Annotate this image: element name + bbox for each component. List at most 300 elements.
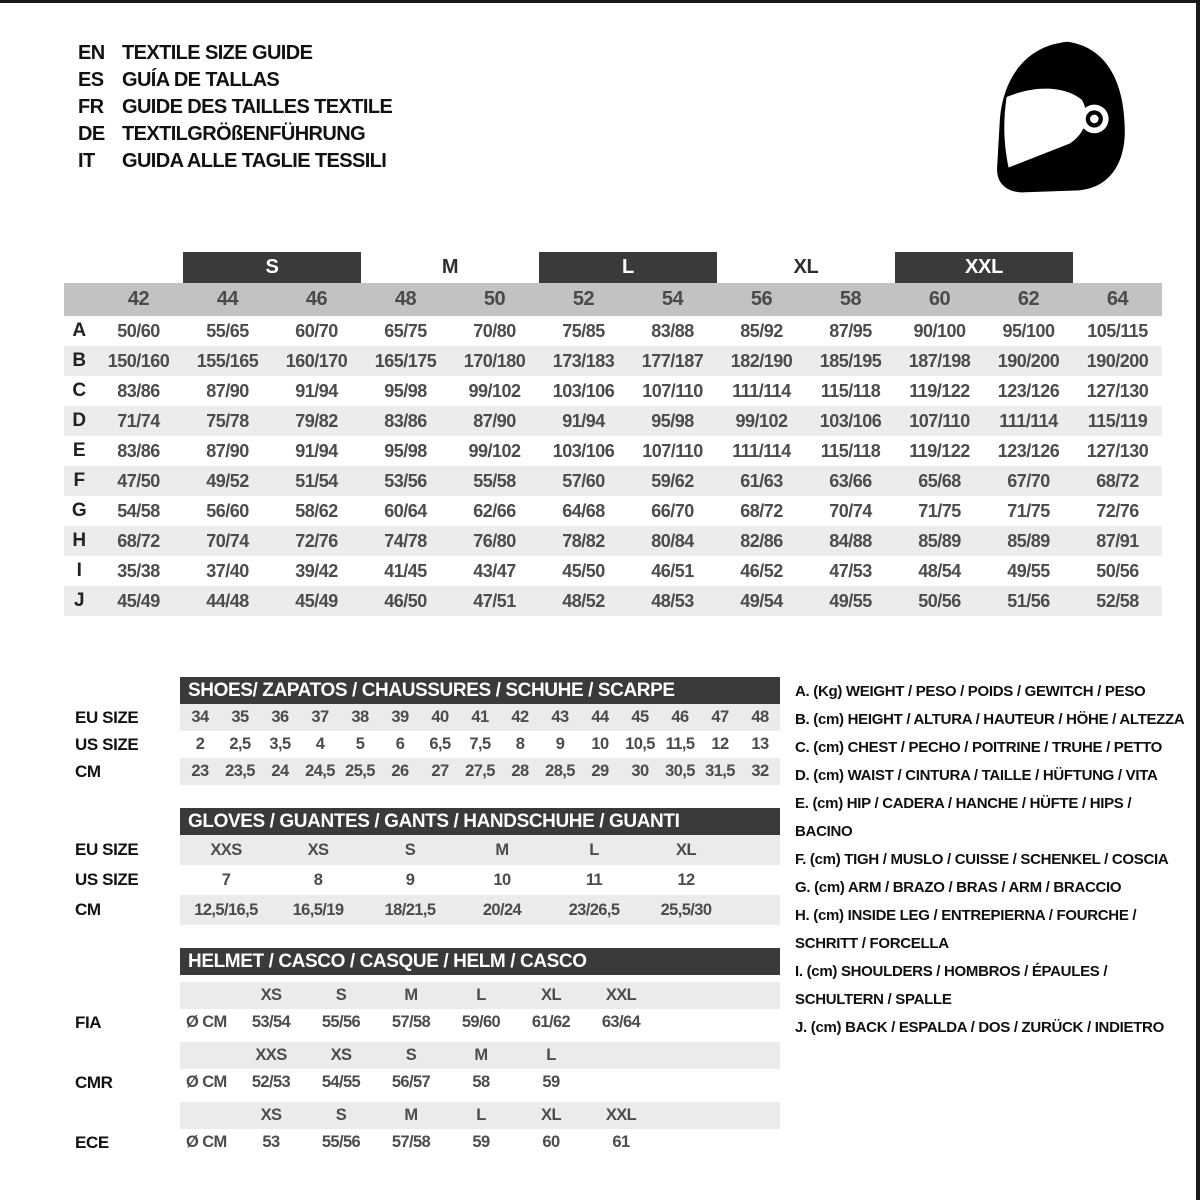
cell: 25,5/30 — [660, 900, 712, 919]
size-value: 47/50 — [117, 470, 160, 491]
language-header — [78, 40, 392, 175]
size-value: 103/106 — [552, 380, 615, 401]
size-value: 59/62 — [651, 470, 694, 491]
unit-cell: Ø CM — [186, 1133, 227, 1151]
cell: 9 — [555, 735, 565, 753]
measure-row-g — [64, 496, 1162, 526]
size-cell: L — [476, 986, 486, 1004]
values-row — [75, 1129, 780, 1156]
size-value: 95/98 — [384, 380, 427, 401]
cell: XS — [307, 840, 329, 859]
size-col-64: 64 — [1106, 288, 1129, 310]
size-value: 76/80 — [473, 530, 516, 551]
cell: S — [404, 840, 416, 859]
size-value: 111/114 — [732, 380, 791, 401]
size-group-s: S — [183, 252, 361, 283]
language-code: ES — [78, 69, 104, 91]
gloves-rows — [75, 835, 780, 925]
cell: 13 — [751, 735, 769, 753]
size-value: 67/70 — [1007, 470, 1050, 491]
size-value: 99/102 — [735, 410, 788, 431]
sizes-row — [75, 982, 780, 1009]
size-cell: XXL — [605, 1106, 637, 1124]
cell: 34 — [191, 708, 209, 726]
sizes-row — [75, 1042, 780, 1069]
row-values — [180, 704, 780, 731]
sizes — [180, 1102, 780, 1129]
size-value: 62/66 — [473, 500, 516, 521]
size-value: 127/130 — [1086, 380, 1149, 401]
cell: 2,5 — [229, 735, 251, 753]
unit-cell: Ø CM — [186, 1013, 227, 1031]
cell: 32 — [751, 762, 769, 780]
size-value: 87/95 — [829, 320, 872, 341]
language-code: EN — [78, 42, 105, 64]
cell: 16,5/19 — [292, 900, 344, 919]
value-cell: 60 — [542, 1133, 560, 1151]
language-row — [78, 121, 392, 148]
size-value: 60/70 — [295, 320, 338, 341]
gloves-rows-row — [75, 835, 780, 865]
language-code: IT — [78, 150, 95, 172]
size-value: 95/98 — [651, 410, 694, 431]
size-group-l: L — [539, 252, 717, 283]
row-label: EU SIZE — [75, 707, 139, 727]
row-values — [180, 758, 780, 785]
measurement-legend — [795, 678, 1190, 1042]
size-cell: M — [404, 1106, 418, 1124]
size-value: 37/40 — [206, 560, 249, 581]
cell: 4 — [315, 735, 325, 753]
gloves-section — [75, 808, 780, 925]
legend-item: J. (cm) BACK / ESPALDA / DOS / ZURÜCK / INDIETRO — [795, 1019, 1164, 1036]
values — [180, 1069, 780, 1096]
value-cell: 59 — [472, 1133, 490, 1151]
size-value: 80/84 — [651, 530, 694, 551]
size-value: 85/89 — [1007, 530, 1050, 551]
size-cell: XL — [541, 986, 561, 1004]
sizes — [180, 982, 780, 1009]
size-value: 95/98 — [384, 440, 427, 461]
size-value: 71/75 — [918, 500, 961, 521]
size-value: 70/74 — [829, 500, 872, 521]
value-cell: 52/53 — [251, 1073, 291, 1091]
cell: 30,5 — [665, 762, 695, 780]
unit-cell: Ø CM — [186, 1073, 227, 1091]
size-value: 185/195 — [819, 350, 882, 371]
size-value: 61/63 — [740, 470, 783, 491]
row-label: H — [72, 530, 86, 551]
size-value: 48/53 — [651, 590, 694, 611]
size-value: 70/80 — [473, 320, 516, 341]
cell: 43 — [551, 708, 569, 726]
language-label: GUIDA ALLE TAGLIE TESSILI — [122, 150, 387, 172]
value-cell: 57/58 — [391, 1013, 431, 1031]
row-label — [75, 982, 180, 1009]
helmet-block-fia — [75, 982, 780, 1036]
row-values — [180, 895, 780, 925]
size-value: 123/126 — [997, 440, 1060, 461]
size-value: 45/50 — [562, 560, 605, 581]
size-cell: S — [335, 1106, 347, 1124]
size-value: 190/200 — [1086, 350, 1149, 371]
cell: 38 — [351, 708, 369, 726]
row-label: G — [71, 500, 87, 521]
size-value: 103/106 — [819, 410, 882, 431]
spacer — [75, 677, 180, 704]
size-cell: L — [476, 1106, 486, 1124]
row-label: D — [72, 410, 86, 431]
size-value: 105/115 — [1087, 320, 1148, 341]
size-value: 64/68 — [562, 500, 605, 521]
size-value: 50/56 — [1096, 560, 1139, 581]
size-cell: XS — [260, 986, 282, 1004]
cell: 10,5 — [625, 735, 655, 753]
cell: 26 — [391, 762, 409, 780]
size-value: 44/48 — [206, 590, 249, 611]
cell: 40 — [431, 708, 449, 726]
value-cell: 61 — [612, 1133, 630, 1151]
cell: 30 — [631, 762, 649, 780]
row-values — [180, 731, 780, 758]
measure-row-h — [64, 526, 1162, 556]
language-label: TEXTILGRÖßENFÜHRUNG — [122, 123, 366, 145]
row-label: EU SIZE — [75, 840, 139, 859]
size-value: 49/54 — [740, 590, 783, 611]
value-cell: 56/57 — [391, 1073, 431, 1091]
size-cell: XXL — [605, 986, 637, 1004]
shoes-rows-row — [75, 731, 780, 758]
cell: 9 — [405, 870, 415, 889]
row-label — [75, 1102, 180, 1129]
language-row — [78, 67, 392, 94]
cell: 5 — [355, 735, 365, 753]
size-value: 49/55 — [1007, 560, 1050, 581]
cell: 45 — [631, 708, 649, 726]
size-value: 68/72 — [1096, 470, 1139, 491]
size-value: 55/65 — [206, 320, 249, 341]
cell: 24,5 — [305, 762, 335, 780]
size-cell: S — [405, 1046, 417, 1064]
cell: 47 — [711, 708, 729, 726]
legend-item: F. (cm) TIGH / MUSLO / CUISSE / SCHENKEL / COSCIA — [795, 851, 1169, 868]
size-value: 99/102 — [468, 380, 521, 401]
spacer — [75, 808, 180, 835]
size-value: 75/78 — [206, 410, 249, 431]
size-value: 63/66 — [829, 470, 872, 491]
size-value: 177/187 — [641, 350, 704, 371]
measure-row-d — [64, 406, 1162, 436]
size-col-44: 44 — [216, 288, 239, 310]
cell: 8 — [515, 735, 525, 753]
size-value: 43/47 — [473, 560, 516, 581]
size-value: 103/106 — [552, 440, 615, 461]
value-cell: 53/54 — [251, 1013, 291, 1031]
row-label: B — [72, 350, 86, 371]
cell: 46 — [671, 708, 689, 726]
cell: 10 — [493, 870, 511, 889]
legend-item: D. (cm) WAIST / CINTURA / TAILLE / HÜFTUNG / VITA — [795, 767, 1158, 784]
measure-row-b — [64, 346, 1162, 376]
measure-row-c — [64, 376, 1162, 406]
cell: 2 — [195, 735, 205, 753]
cell: 23,5 — [225, 762, 255, 780]
row-label: I — [76, 560, 82, 581]
size-cell: S — [335, 986, 347, 1004]
size-cell: XXS — [255, 1046, 287, 1064]
size-value: 107/110 — [909, 410, 970, 431]
size-value: 70/74 — [206, 530, 249, 551]
cell: 20/24 — [482, 900, 522, 919]
cell: 28 — [511, 762, 529, 780]
cell: 25,5 — [345, 762, 375, 780]
size-value: 87/90 — [206, 380, 249, 401]
measure-row-a — [64, 316, 1162, 346]
size-value: 115/118 — [820, 440, 881, 461]
size-value: 52/58 — [1096, 590, 1139, 611]
size-value: 51/54 — [295, 470, 338, 491]
size-col-62: 62 — [1017, 288, 1040, 310]
cell: 36 — [271, 708, 289, 726]
size-value: 83/88 — [651, 320, 694, 341]
size-value: 91/94 — [295, 440, 338, 461]
shoes-rows-row — [75, 758, 780, 785]
size-value: 90/100 — [913, 320, 966, 341]
size-cell: M — [404, 986, 418, 1004]
language-label: TEXTILE SIZE GUIDE — [122, 42, 313, 64]
value-cell: 59/60 — [461, 1013, 501, 1031]
size-cell: XS — [330, 1046, 352, 1064]
size-value: 190/200 — [997, 350, 1060, 371]
cell: 7 — [221, 870, 231, 889]
size-value: 53/56 — [384, 470, 427, 491]
gloves-title: GLOVES / GUANTES / GANTS / HANDSCHUHE / GUANTI — [180, 808, 780, 835]
textile-size-table — [64, 252, 1162, 616]
cell: 44 — [591, 708, 609, 726]
size-value: 54/58 — [117, 500, 160, 521]
size-value: 115/118 — [820, 380, 881, 401]
legend-item: I. (cm) SHOULDERS / HOMBROS / ÉPAULES / SCHULTERN / SPALLE — [795, 963, 1108, 1008]
size-value: 57/60 — [562, 470, 605, 491]
size-value: 60/64 — [384, 500, 427, 521]
sizes — [180, 1042, 780, 1069]
size-value: 48/52 — [562, 590, 605, 611]
size-value: 107/110 — [642, 380, 703, 401]
value-cell: 58 — [472, 1073, 490, 1091]
size-table-body — [64, 316, 1162, 616]
row-label: A — [72, 320, 86, 341]
size-value: 46/51 — [651, 560, 694, 581]
size-value: 107/110 — [642, 440, 703, 461]
size-value: 87/91 — [1096, 530, 1139, 551]
size-value: 79/82 — [295, 410, 338, 431]
helmet-block-cmr — [75, 1042, 780, 1096]
cell: 42 — [511, 708, 529, 726]
cell: 27,5 — [465, 762, 495, 780]
value-cell: 53 — [262, 1133, 280, 1151]
row-values — [180, 865, 780, 895]
size-value: 170/180 — [463, 350, 526, 371]
size-cell: XL — [541, 1106, 561, 1124]
top-border — [0, 0, 1200, 3]
language-label: GUIDE DES TAILLES TEXTILE — [122, 96, 393, 118]
row-label: F — [73, 470, 85, 491]
spacer — [75, 948, 180, 975]
size-cell: L — [546, 1046, 556, 1064]
size-value: 46/52 — [740, 560, 783, 581]
size-col-52: 52 — [572, 288, 595, 310]
size-value: 95/100 — [1002, 320, 1055, 341]
helmet-block-ece — [75, 1102, 780, 1156]
cell: 39 — [391, 708, 409, 726]
cell: 3,5 — [269, 735, 291, 753]
size-value: 55/58 — [473, 470, 516, 491]
helmet-blocks — [75, 982, 780, 1156]
row-label: FIA — [75, 1012, 102, 1032]
cell: XL — [676, 840, 696, 859]
right-border — [1196, 0, 1200, 1200]
row-label: C — [72, 380, 86, 401]
cell: L — [589, 840, 599, 859]
size-value: 99/102 — [468, 440, 521, 461]
size-value: 83/86 — [117, 440, 160, 461]
cell: 41 — [471, 708, 489, 726]
shoes-rows — [75, 704, 780, 785]
racing-helmet-icon — [982, 36, 1138, 198]
size-value: 68/72 — [740, 500, 783, 521]
size-value: 123/126 — [997, 380, 1060, 401]
shoes-rows-row — [75, 704, 780, 731]
helmet-title-row — [75, 948, 780, 975]
size-group-xxl: XXL — [895, 252, 1073, 283]
legend-item: G. (cm) ARM / BRAZO / BRAS / ARM / BRACCIO — [795, 879, 1122, 896]
size-value: 119/122 — [909, 440, 970, 461]
row-label: CMR — [75, 1072, 113, 1092]
size-group-m: M — [441, 256, 459, 278]
size-value: 127/130 — [1086, 440, 1149, 461]
cell: 23 — [191, 762, 209, 780]
size-value: 87/90 — [473, 410, 516, 431]
legend-item: C. (cm) CHEST / PECHO / POITRINE / TRUHE / PETTO — [795, 739, 1163, 756]
row-values — [180, 835, 780, 865]
gloves-title-row — [75, 808, 780, 835]
size-value: 35/38 — [117, 560, 160, 581]
size-value: 41/45 — [384, 560, 427, 581]
size-group-row — [64, 252, 1162, 283]
unit-cell — [180, 1102, 236, 1129]
size-col-50: 50 — [483, 288, 506, 310]
size-col-42: 42 — [127, 288, 150, 310]
cell: 48 — [751, 708, 769, 726]
value-cell: 61/62 — [531, 1013, 571, 1031]
size-number-row — [64, 283, 1162, 316]
cell: 28,5 — [545, 762, 575, 780]
size-col-46: 46 — [305, 288, 328, 310]
language-code: DE — [78, 123, 105, 145]
size-value: 187/198 — [908, 350, 971, 371]
size-value: 85/89 — [918, 530, 961, 551]
measure-row-e — [64, 436, 1162, 466]
unit-cell — [180, 982, 236, 1009]
size-cell: M — [474, 1046, 488, 1064]
size-value: 71/74 — [117, 410, 160, 431]
measure-row-i — [64, 556, 1162, 586]
cell: 18/21,5 — [384, 900, 436, 919]
cell: 12 — [711, 735, 729, 753]
value-cell: 55/56 — [321, 1133, 361, 1151]
size-value: 119/122 — [909, 380, 970, 401]
size-value: 74/78 — [384, 530, 427, 551]
size-col-58: 58 — [839, 288, 862, 310]
shoes-section — [75, 677, 780, 785]
cell: 6 — [395, 735, 405, 753]
row-label: J — [73, 590, 85, 611]
cell: 27 — [431, 762, 449, 780]
size-value: 66/70 — [651, 500, 694, 521]
value-cell: 63/64 — [601, 1013, 641, 1031]
size-value: 111/114 — [732, 440, 791, 461]
value-cell: 54/55 — [321, 1073, 361, 1091]
unit-cell — [180, 1042, 236, 1069]
size-value: 155/165 — [196, 350, 259, 371]
gloves-rows-row — [75, 865, 780, 895]
row-label: US SIZE — [75, 734, 139, 754]
size-value: 182/190 — [730, 350, 793, 371]
language-label: GUÍA DE TALLAS — [122, 69, 280, 91]
size-value: 48/54 — [918, 560, 961, 581]
legend-item: A. (Kg) WEIGHT / PESO / POIDS / GEWITCH / PESO — [795, 683, 1146, 700]
sizes-row — [75, 1102, 780, 1129]
values-row — [75, 1069, 780, 1096]
gloves-rows-row — [75, 895, 780, 925]
size-value: 45/49 — [295, 590, 338, 611]
size-value: 160/170 — [285, 350, 348, 371]
shoes-title: SHOES/ ZAPATOS / CHAUSSURES / SCHUHE / SCARPE — [180, 677, 780, 704]
helmet-title: HELMET / CASCO / CASQUE / HELM / CASCO — [180, 948, 780, 975]
size-value: 85/92 — [740, 320, 783, 341]
size-value: 56/60 — [206, 500, 249, 521]
size-value: 115/119 — [1087, 410, 1148, 431]
size-value: 39/42 — [295, 560, 338, 581]
cell: 31,5 — [705, 762, 735, 780]
size-value: 47/53 — [829, 560, 872, 581]
cell: XXS — [210, 840, 242, 859]
cell: 10 — [591, 735, 609, 753]
cell: 12 — [677, 870, 695, 889]
size-value: 173/183 — [552, 350, 615, 371]
row-label — [75, 1042, 180, 1069]
size-col-54: 54 — [661, 288, 684, 310]
size-value: 49/52 — [206, 470, 249, 491]
size-col-60: 60 — [928, 288, 951, 310]
size-value: 50/60 — [117, 320, 160, 341]
size-value: 65/68 — [918, 470, 961, 491]
size-value: 45/49 — [117, 590, 160, 611]
legend-item: H. (cm) INSIDE LEG / ENTREPIERNA / FOURCHE / SCHRITT / FORCELLA — [795, 907, 1137, 952]
size-group-xl: XL — [793, 256, 819, 278]
language-row — [78, 148, 392, 175]
cell: 11,5 — [665, 735, 695, 753]
cell: 37 — [311, 708, 329, 726]
corner-cell — [64, 283, 94, 316]
size-value: 46/50 — [384, 590, 427, 611]
value-cell: 57/58 — [391, 1133, 431, 1151]
cell: 24 — [271, 762, 289, 780]
cell: 8 — [313, 870, 323, 889]
cell: 29 — [591, 762, 609, 780]
values — [180, 1129, 780, 1156]
size-value: 111/114 — [999, 410, 1058, 431]
